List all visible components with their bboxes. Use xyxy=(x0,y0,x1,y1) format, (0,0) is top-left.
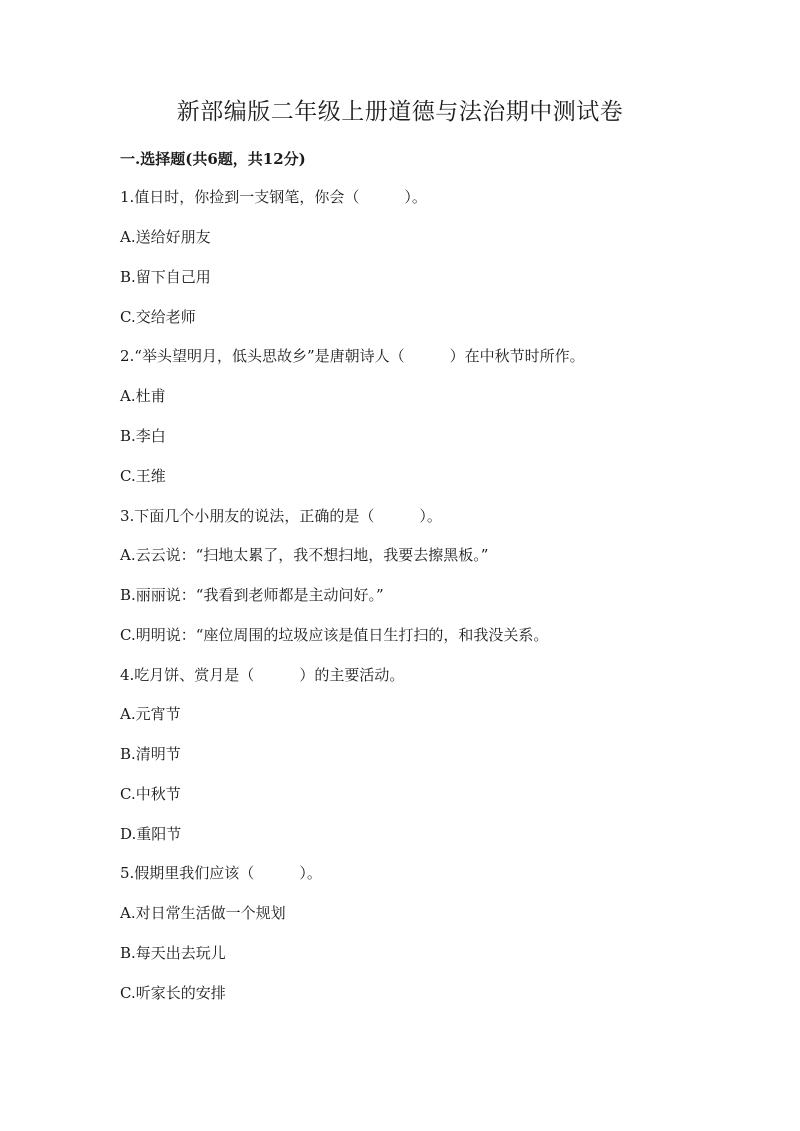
question-2-stem: 2.“举头望明月，低头思故乡”是唐朝诗人（ ）在中秋节时所作。 xyxy=(120,347,585,365)
question-5-stem: 5.假期里我们应该（ ）。 xyxy=(120,864,322,882)
question-3-option-a: A.云云说：“扫地太累了，我不想扫地，我要去擦黑板。” xyxy=(120,546,489,564)
question-2-option-c: C.王维 xyxy=(120,467,166,485)
question-1-stem: 1.值日时，你捡到一支钢笔，你会（ ）。 xyxy=(120,188,427,206)
question-1-option-c: C.交给老师 xyxy=(120,308,196,326)
question-4-option-c: C.中秋节 xyxy=(120,785,181,803)
question-3-stem: 3.下面几个小朋友的说法，正确的是（ ）。 xyxy=(120,507,442,525)
question-4-option-d: D.重阳节 xyxy=(120,825,182,843)
question-5-option-c: C.听家长的安排 xyxy=(120,984,226,1002)
question-2-option-b: B.李白 xyxy=(120,427,166,445)
document-title: 新部编版二年级上册道德与法治期中测试卷 xyxy=(176,99,624,125)
section-heading: 一.选择题(共6题，共12分) xyxy=(120,150,306,168)
question-2-option-a: A.杜甫 xyxy=(120,387,166,405)
question-5-option-a: A.对日常生活做一个规划 xyxy=(120,904,286,922)
question-3-option-b: B.丽丽说：“我看到老师都是主动问好。” xyxy=(120,586,384,604)
question-1-option-a: A.送给好朋友 xyxy=(120,228,211,246)
question-4-option-b: B.清明节 xyxy=(120,745,181,763)
question-5-option-b: B.每天出去玩儿 xyxy=(120,944,226,962)
question-3-option-c: C.明明说：“座位周围的垃圾应该是值日生打扫的，和我没关系。 xyxy=(120,626,549,644)
question-4-stem: 4.吃月饼、赏月是（ ）的主要活动。 xyxy=(120,666,405,684)
question-4-option-a: A.元宵节 xyxy=(120,705,181,723)
question-1-option-b: B.留下自己用 xyxy=(120,268,211,286)
